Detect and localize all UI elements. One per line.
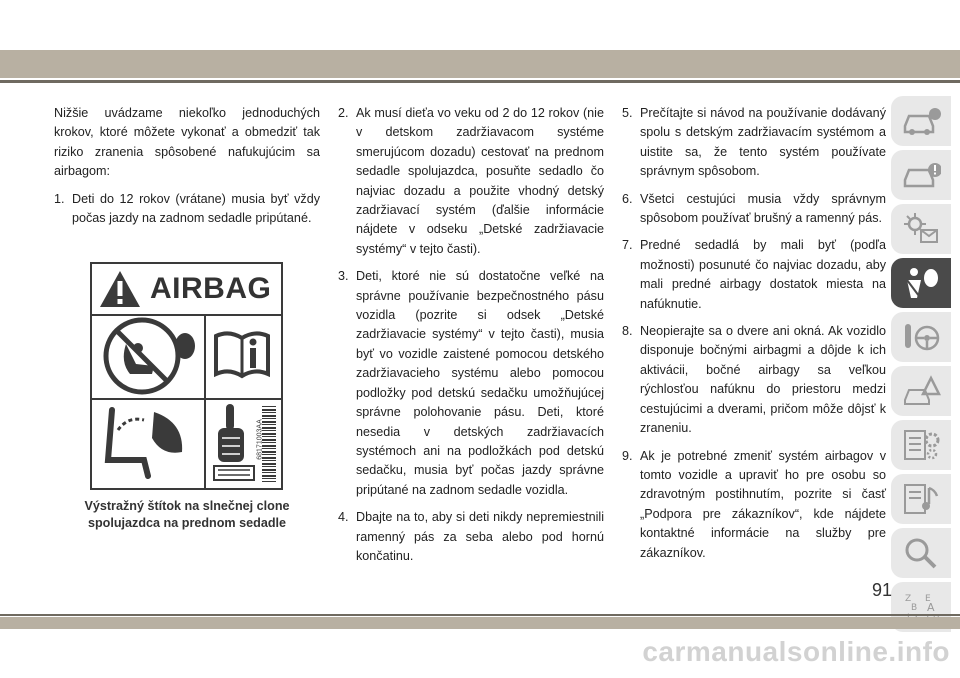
text-column-3 (622, 104, 886, 571)
car-info-icon (901, 106, 941, 136)
header-band (0, 50, 960, 78)
footer-band (0, 617, 960, 629)
side-airbag-seat-icon (92, 400, 202, 486)
list-text: Deti, ktoré nie sú dostatočne veľké na správne používanie bezpečnostného pásu vozidla (pozrite si odsek „Detské zadržiavacie systémy“ v tejto časti), musia byť vo vozidle zaistené pomocou detského zadržiavacieho systému alebo pomocou podložky pod detskú sedačku umožňujúcej správne polohovanie pásu. Deti, ktoré nesedia v detských zadržiavacích systémoch ani na podložkách pod detskú sedačku, musia byť počas jazdy správne pripútané na zadnom sedadle vozidla. (356, 269, 604, 497)
text-column-2 (338, 104, 604, 574)
key-steering-icon (901, 320, 941, 354)
list-number: 5. (622, 106, 633, 120)
list-text: Predné sedadlá by mali byť (podľa možnosti) posunuté čo najviac dozadu, aby mali predné airbagy dostatok miesta na nafúknutie. (640, 238, 886, 311)
search-index-icon (901, 536, 941, 570)
list-item (622, 236, 886, 314)
label-part-number: 68171003AA (256, 419, 264, 460)
caption-line-1: Výstražný štítok na slnečnej clone (84, 499, 290, 513)
list-text: Ak musí dieťa vo veku od 2 do 12 rokov (nie v detskom zadržiavacom systéme smerujúcom dozadu) cestovať na prednom sedadle spolujazdca, posuňte sedadlo čo najviac dozadu a použite vhodný detský zadržiavací systém (ďalšie informácie nájdete v odseku „Detské zadržiavacie systémy“ v tejto časti). (356, 106, 604, 256)
emergency-triangle-icon (901, 374, 941, 408)
tab-key-steering[interactable] (891, 312, 951, 362)
airbag-warning-label (90, 262, 283, 490)
list-item (622, 447, 886, 563)
page-number: 91 (871, 580, 892, 600)
list-number: 8. (622, 324, 633, 339)
list-item (622, 322, 886, 438)
chapter-tabs (891, 96, 951, 636)
manual-book-icon (206, 314, 279, 398)
tab-car-info[interactable] (891, 96, 951, 146)
tab-car-alert[interactable] (891, 150, 951, 200)
list-item (622, 104, 886, 182)
warning-triangle-icon (98, 269, 142, 309)
svg-text:B: B (911, 603, 918, 613)
car-alert-icon (901, 160, 941, 190)
tab-maintenance[interactable] (891, 420, 951, 470)
label-heading: AIRBAG (150, 272, 272, 305)
list-text: Ak je potrebné zmeniť systém airbagov v tomto vozidle a upraviť ho pre osobu so zdravotným postihnutím, pozrite si časť „Podpora pre zákazníkov“, kde nájdete kontaktné informácie na služby pre zákazníkov. (640, 448, 886, 560)
label-cell-manual (206, 314, 281, 400)
maintenance-checklist-icon (901, 428, 941, 462)
footer-rule (0, 614, 960, 616)
list-number: 3. (338, 269, 349, 284)
tab-search[interactable] (891, 528, 951, 578)
list-number: 6. (622, 191, 633, 206)
list-text: Všetci cestujúci musia vždy správnym spôsobom používať brušný a ramenný pás. (640, 191, 886, 226)
list-text: Dbajte na to, aby si deti nikdy nepremiestnili ramenný pás za seba alebo pod hornú končatinu. (356, 510, 604, 563)
list-item (338, 104, 604, 259)
list-item (338, 267, 604, 500)
list-number: 2. (338, 106, 349, 120)
list-text: Deti do 12 rokov (vrátane) musia byť vždy počas jazdy na zadnom sedadle pripútané. (72, 191, 320, 226)
tab-multimedia[interactable] (891, 474, 951, 524)
label-cell-warning-finger (206, 400, 281, 488)
warning-lights-icon (901, 212, 941, 246)
tab-warning-lights[interactable] (891, 204, 951, 254)
list-number: 4. (338, 510, 349, 525)
svg-text:Z: Z (905, 594, 912, 604)
label-header (92, 264, 281, 316)
list-item (338, 508, 604, 566)
seatbelt-airbag-icon (901, 266, 941, 300)
multimedia-music-icon (901, 482, 941, 516)
list-number: 9. (622, 448, 633, 463)
pointing-hand-icon (210, 400, 260, 486)
list-text: Neopierajte sa o dvere ani okná. Ak vozidlo disponuje bočnými airbagmi a dôjde k ich aktivácii, bočné airbagy sa veľkou rýchlosťou nafúknu do priestoru medzi cestujúcimi a dverami, pričom môže dôjsť k zraneniu. (640, 324, 886, 436)
svg-text:E: E (925, 594, 931, 604)
list-text: Prečítajte si návod na používanie dodávaný spolu s detským zadržiavacím systémom a uistite sa, že tento systém používate správnym spôsobom. (640, 106, 886, 179)
list-item (622, 190, 886, 229)
label-barcode (262, 406, 276, 482)
list-item (54, 190, 320, 229)
text-column-1 (54, 104, 320, 236)
label-cell-seat-airbag (92, 400, 206, 488)
label-cell-no-child-seat (92, 314, 206, 400)
tab-emergency[interactable] (891, 366, 951, 416)
svg-text:A: A (927, 601, 935, 614)
list-number: 7. (622, 238, 633, 253)
no-rear-child-seat-icon (92, 314, 202, 396)
header-rule (0, 80, 960, 83)
intro-paragraph: Nižšie uvádzame niekoľko jednoduchých krokov, ktoré môžete vykonať a obmedziť tak riziko zranenia spôsobené nafukujúcim sa airbagom: (54, 106, 320, 179)
tab-seatbelt-airbag[interactable] (891, 258, 951, 308)
figure-caption (54, 498, 320, 532)
list-number: 1. (54, 191, 65, 206)
caption-line-2: spolujazdca na prednom sedadle (87, 516, 287, 530)
watermark-text: carmanualsonline.info (642, 636, 950, 667)
